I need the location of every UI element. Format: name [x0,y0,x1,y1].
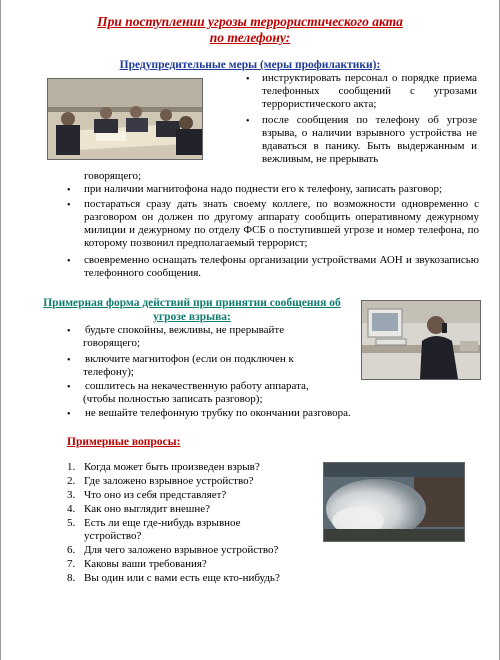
action-item-2-line2: телефону); [83,366,134,378]
bullet-marker: • [67,326,71,337]
action-item-1-line2: говорящего; [83,337,141,349]
question-number: 4. [67,503,76,515]
question-text: Где заложено взрывное устройство? [84,475,254,487]
action-item-1-line1: будьте спокойны, вежливы, не прерывайте [85,324,285,336]
bullet-marker: • [67,185,71,196]
bullet-marker: • [67,409,71,420]
action-item-3 [85,380,355,406]
bullet-marker: • [246,116,250,127]
action-item-2-line1: включите магнитофон (если он подключен к [85,353,294,365]
question-text: Каковы ваши требования? [84,558,207,570]
section-questions-heading: Примерные вопросы: [67,436,181,448]
question-text: Для чего заложено взрывное устройство? [84,544,279,556]
prevention-item-2: после сообщения по телефону об угрозе взрыва, о наличии взрывного устройства не вдаваться в панику. Быть выдержанным и вежливым, не прерывать [262,114,477,165]
question-number: 6. [67,544,76,556]
phone-operator-photo [361,300,481,380]
prevention-item-4: постараться сразу дать знать своему коллеге, по возможности одновременно с разговором он должен по другому аппарату сообщить оперативному дежурному милиции и дежурному по отделу ФСБ о поступившей угрозе и номер телефона, по которому позвонил предполагаемый террорист; [84,198,479,249]
prevention-item-2-continuation: говорящего; [84,170,142,182]
action-item-3-line2: (чтобы полностью записать разговор); [83,393,263,405]
question-number: 2. [67,475,76,487]
question-number: 3. [67,489,76,501]
bullet-marker: • [67,382,71,393]
action-item-4: не вешайте телефонную трубку по окончании разговора. [85,407,351,419]
bullet-marker: • [246,74,250,85]
section-actions-heading-line1: Примерная форма действий при принятии сообщения об [43,297,341,309]
page-title [1,14,499,46]
question-text: Вы один или с вами есть еще кто-нибудь? [84,572,280,584]
explosion-smoke-photo [323,462,465,542]
bullet-marker: • [67,355,71,366]
question-text: Что оно из себя представляет? [84,489,227,501]
question-number: 1. [67,461,76,473]
prevention-item-5: своевременно оснащать телефоны организации устройствами АОН и звукозаписью телефонного сообщения. [84,254,479,279]
prevention-item-1: инструктировать персонал о порядке приема телефонных сообщений с угрозами террористического акта; [262,72,477,110]
question-text: Как оно выглядит внешне? [84,503,211,515]
question-number: 5. [67,517,76,529]
question-number: 8. [67,572,76,584]
meeting-photo [47,78,203,160]
prevention-item-3: при наличии магнитофона надо поднести его к телефону, записать разговор; [84,183,443,195]
page-title-line1: При поступлении угрозы террористического акта [97,14,403,29]
question-text: Есть ли еще где-нибудь взрывное [84,517,241,529]
bullet-marker: • [67,200,71,211]
question-text: Когда может быть произведен взрыв? [84,461,260,473]
section-actions-heading-line2: угрозе взрыва: [153,311,231,323]
bullet-marker: • [67,256,71,267]
action-item-1 [85,324,355,350]
question-number: 7. [67,558,76,570]
section-actions-heading [37,296,347,324]
page-title-line2: по телефону: [209,30,291,45]
action-item-3-line1: сошлитесь на некачественную работу аппарата, [85,380,309,392]
question-text: устройство? [84,530,142,542]
section-prevention-heading: Предупредительные меры (меры профилактики): [119,59,381,71]
action-item-2 [85,353,355,379]
